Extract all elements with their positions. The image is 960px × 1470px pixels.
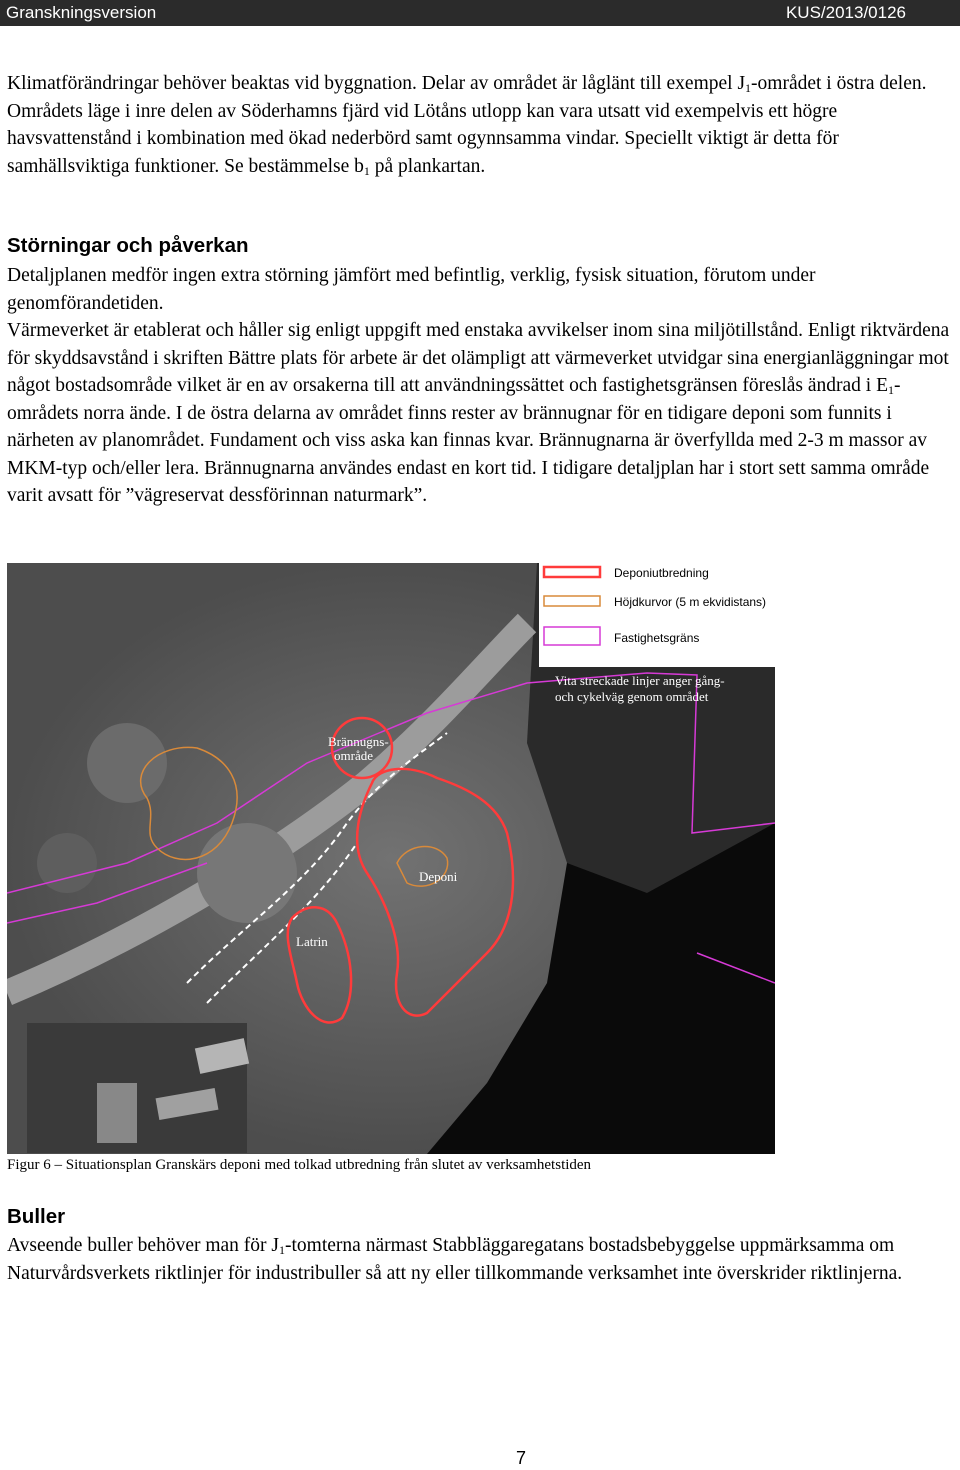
climate-sub-1: 1 xyxy=(745,81,752,95)
header-left-text: Granskningsversion xyxy=(6,3,157,22)
noise-text-2: -tomterna närmast Stabbläggaregatans bostadsbebyggelse uppmärksamma om Naturvårdsverkets riktlinjer för industribuller så att ny eller tillkommande verksamhet inte överskrider riktlinjerna. xyxy=(7,1235,903,1284)
label-latrin: Latrin xyxy=(296,934,328,949)
heating-text-1: Värmeverket är etablerat och håller sig enligt uppgift med enstaka avvikelser inom sina miljötillstånd. Enligt riktvärdena för skyddsavstånd i skriften Bättre plats för arbete är det olämpligt att värmeverket utvidgar sina energianläggningar mot något bostadsområde vilket är en av orsakerna till att användningssättet och fastighetsgränsen föreslås ändrad i E xyxy=(7,320,950,396)
legend-swatch-deponi xyxy=(544,567,600,577)
legend-swatch-fastighet xyxy=(544,627,600,645)
figure-caption: Figur 6 – Situationsplan Granskärs deponi med tolkad utbredning från slutet av verksamhetstiden xyxy=(7,1157,592,1173)
label-brannugn-2: område xyxy=(334,748,373,763)
label-deponi: Deponi xyxy=(419,869,458,884)
legend-swatch-hojd xyxy=(544,596,600,606)
heating-text-2: -områdets norra ände. I de östra delarna av området finns rester av brännugnar för en tidigare deponi som funnits i närheten av planområdet. Fundament och viss aska kan finnas kvar. Brännugnarna är överfyllda med 2-3 m massor av MKM-typ och/eller lera. Brännugnarna användes endast en kort tid. I tidigare detaljplan har i stort sett samma område varit avsatt för ”vägreservat dessförinnan naturmark”. xyxy=(7,375,930,506)
climate-paragraph xyxy=(7,70,957,180)
noise-paragraph xyxy=(7,1232,957,1287)
climate-text-1: Klimatförändringar behöver beaktas vid byggnation. Delar av området är låglänt till exempel J xyxy=(7,73,746,94)
page-header xyxy=(0,0,960,26)
climate-text-2: -området i östra delen. Områdets läge i inre delen av Söderhamns fjärd vid Lötåns utlopp kan vara utsatt vid exempelvis ett högre havsvattenstånd i kombination med ökad nederbörd samt ogynnsamma vindar. Speciellt viktigt är detta för samhällsviktiga funktioner. Se bestämmelse b xyxy=(7,73,927,177)
heating-plant-paragraph xyxy=(7,317,957,510)
site-plan-map xyxy=(7,563,775,1154)
disturbance-paragraph: Detaljplanen medför ingen extra störning jämfört med befintlig, verklig, fysisk situation, förutom under genomförandetiden. xyxy=(7,265,816,314)
building xyxy=(97,1083,137,1143)
section-heading-noise: Buller xyxy=(7,1205,66,1228)
section-heading-disturbance: Störningar och påverkan xyxy=(7,234,249,257)
legend-label-hojd: Höjdkurvor (5 m ekvidistans) xyxy=(614,595,767,609)
label-brannugn-1: Brännugns- xyxy=(328,734,389,749)
legend-label-fastighet: Fastighetsgräns xyxy=(614,631,700,645)
page-number: 7 xyxy=(516,1448,527,1468)
heating-sub: 1 xyxy=(888,383,895,397)
climate-sub-2: 1 xyxy=(363,163,370,178)
legend-label-deponi: Deponiutbredning xyxy=(614,566,709,580)
noise-sub: 1 xyxy=(279,1243,286,1257)
header-right-text: KUS/2013/0126 xyxy=(785,3,906,22)
note-line-1: Vita streckade linjer anger gång- xyxy=(555,673,725,688)
climate-text-3: på plankartan. xyxy=(369,155,486,177)
noise-text-1: Avseende buller behöver man för J xyxy=(7,1235,280,1256)
note-line-2: och cykelväg genom området xyxy=(555,689,709,704)
map-legend xyxy=(539,563,775,667)
